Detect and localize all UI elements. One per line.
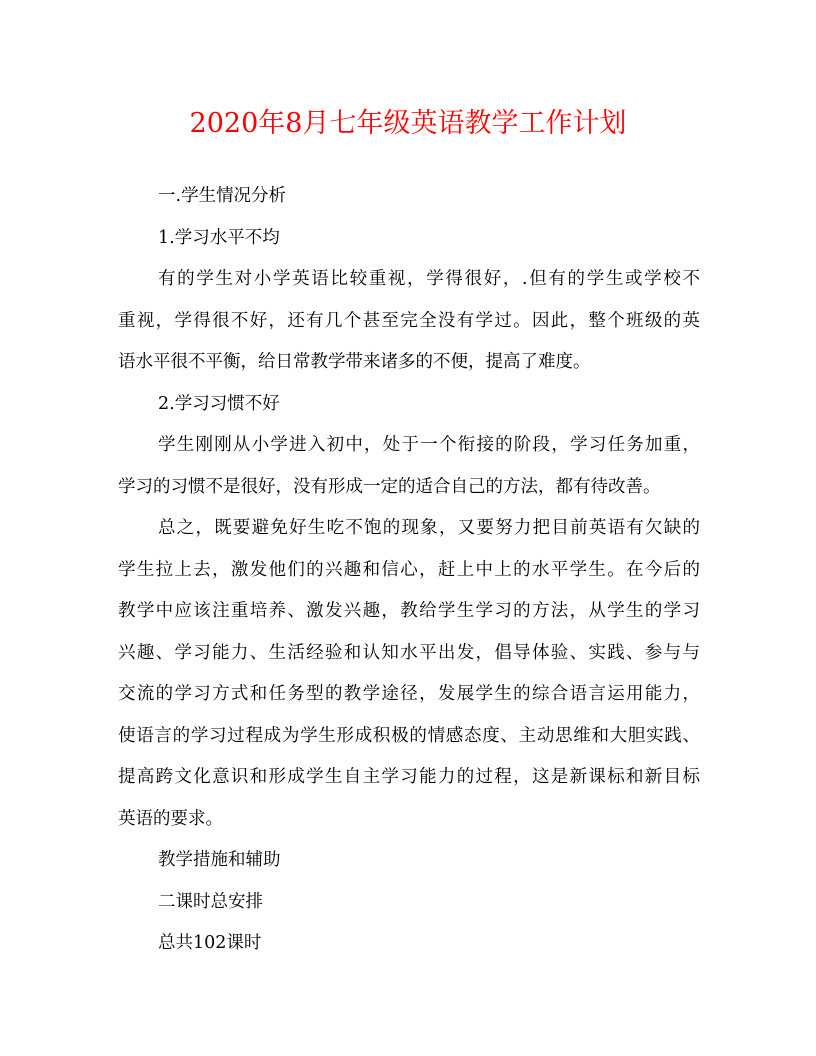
section-heading: 一.学生情况分析 [158, 186, 287, 206]
paragraph-line: 有的学生对小学英语比较重视，学得很好，.但有的学生或学校不 [158, 269, 700, 289]
document-body [118, 180, 700, 969]
section-heading: 二课时总安排 [158, 891, 263, 912]
paragraph-line: 交流的学习方式和任务型的教学途径，发展学生的综合语言运用能力， [118, 684, 700, 704]
subsection-heading: 1.学习水平不均 [158, 227, 280, 248]
paragraph-line: 提高跨文化意识和形成学生自主学习能力的过程，这是新课标和新目标 [118, 767, 700, 787]
paragraph-line: 英语的要求。 [118, 808, 223, 829]
paragraph-study-level [118, 263, 700, 378]
paragraph-line: 重视，学得很不好，还有几个甚至完全没有学过。因此，整个班级的英 [118, 310, 700, 331]
paragraph-line: 学生刚刚从小学进入初中，处于一个衔接的阶段，学习任务加重， [158, 435, 700, 455]
paragraph-line: 兴趣、学习能力、生活经验和认知水平出发，倡导体验、实践、参与与 [118, 642, 700, 663]
paragraph-summary [118, 512, 700, 835]
teaching-measures-heading: 教学措施和辅助 [158, 850, 281, 870]
paragraph-line: 总之，既要避免好生吃不饱的现象，又要努力把目前英语有欠缺的 [158, 518, 700, 538]
document-title: 2020年8月七年级英语教学工作计划 [189, 108, 627, 139]
paragraph-line: 学习的习惯不是很好，没有形成一定的适合自己的方法，都有待改善。 [118, 476, 661, 497]
total-hours-text: 总共102课时 [158, 933, 262, 953]
paragraph-line: 语水平很不平衡，给日常教学带来诸多的不便，提高了难度。 [118, 352, 591, 372]
paragraph-line: 教学中应该注重培养、激发兴趣，教给学生学习的方法，从学生的学习 [118, 601, 700, 621]
paragraph-study-habits [118, 429, 700, 503]
paragraph-line: 学生拉上去，激发他们的兴趣和信心，赶上中上的水平学生。在今后的 [118, 559, 700, 580]
paragraph-line: 使语言的学习过程成为学生形成积极的情感态度、主动思维和大胆实践、 [118, 725, 700, 746]
subsection-heading: 2.学习习惯不好 [158, 393, 280, 414]
